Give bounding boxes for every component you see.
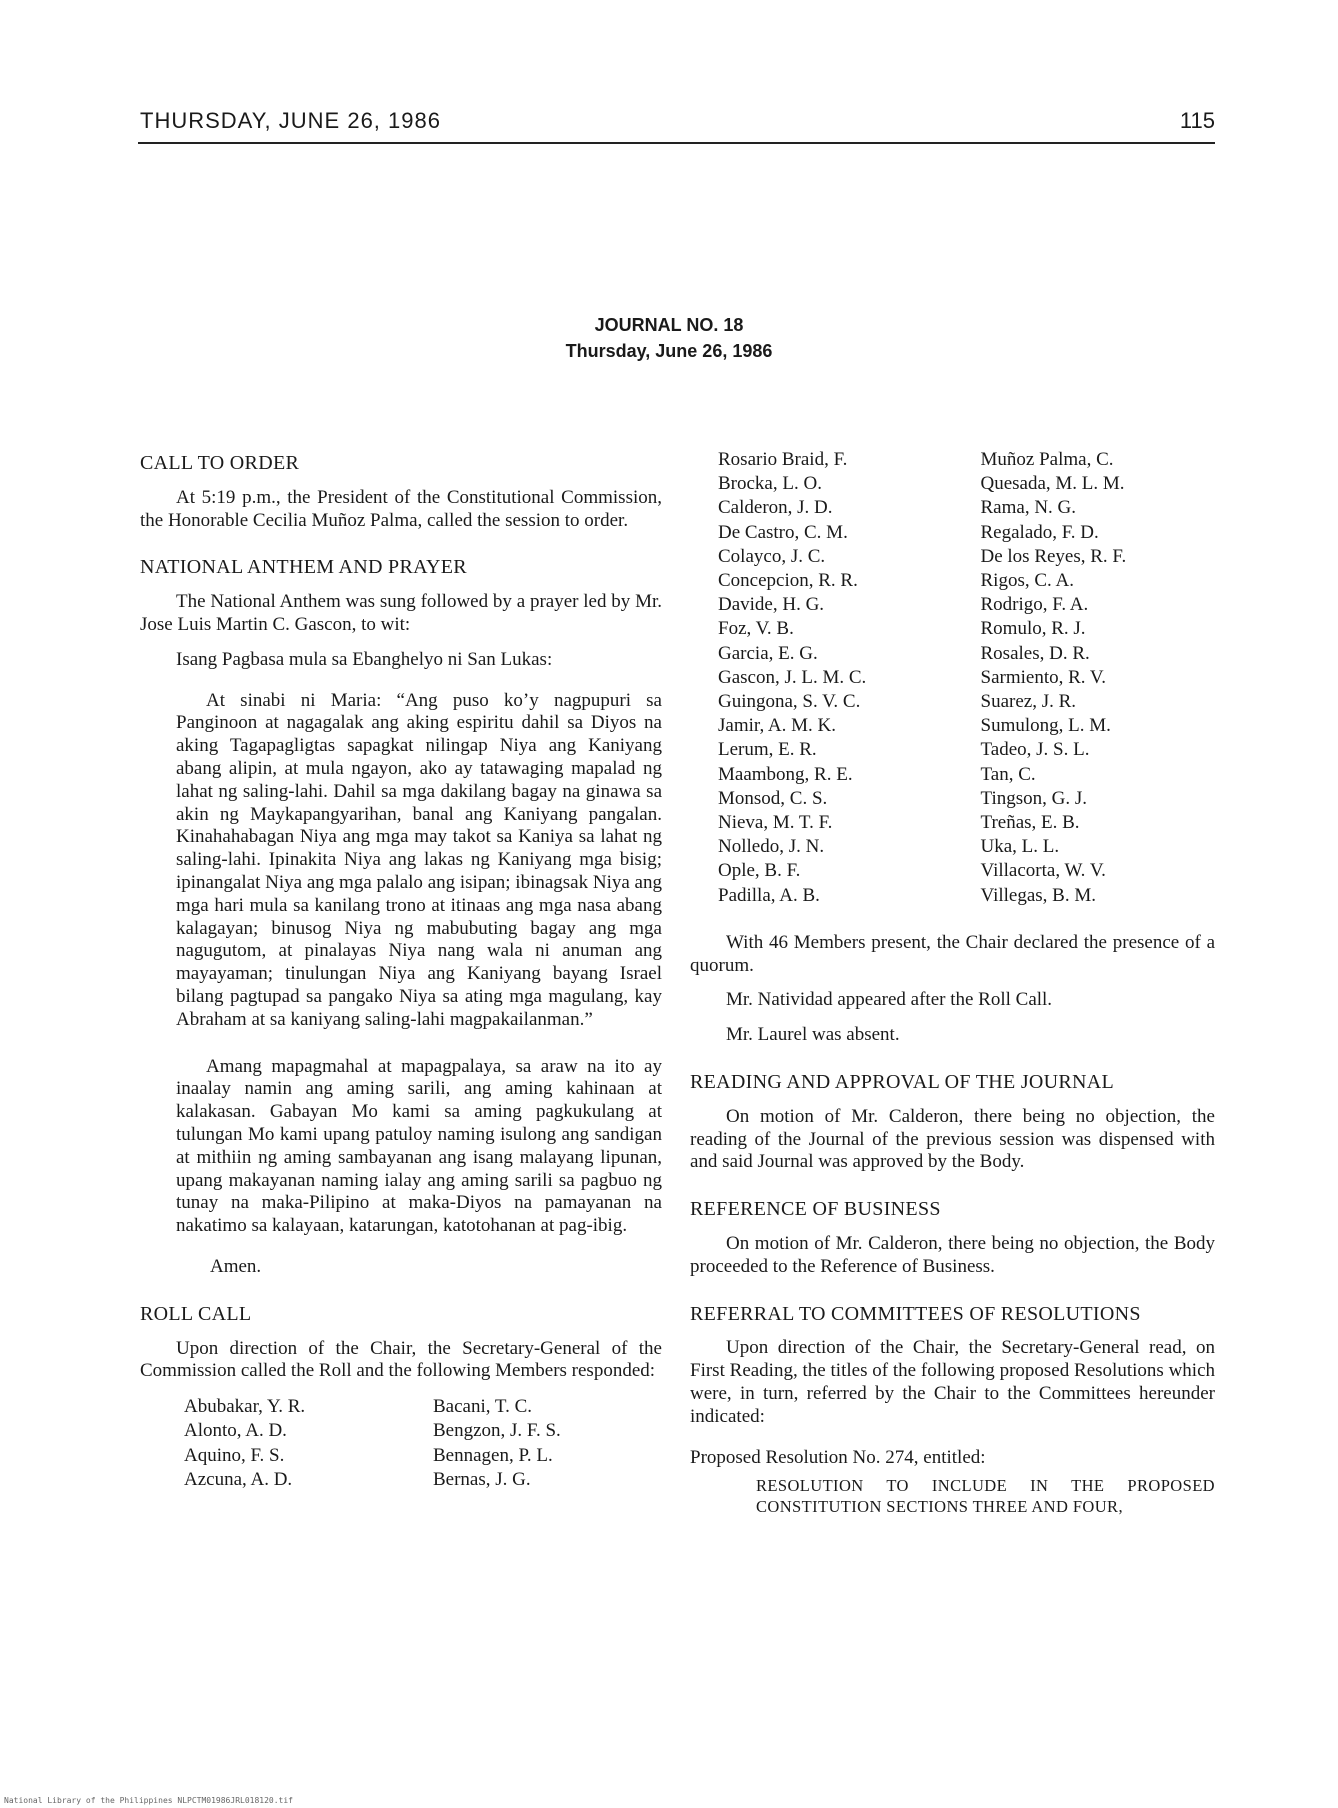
reading-journal-text: On motion of Mr. Calderon, there being no objection, the reading of the Journal of the previous session was dispensed with and said Journal was approved by the Body. [690, 1105, 1215, 1173]
member-name: Tadeo, J. S. L. [980, 739, 1090, 761]
member-name: Nolledo, J. N. [718, 836, 825, 858]
member-name: Villegas, B. M. [980, 884, 1096, 906]
member-name: Bennagen, P. L. [433, 1444, 553, 1466]
member-name: Bacani, T. C. [433, 1396, 533, 1418]
member-name: Lerum, E. R. [718, 739, 817, 761]
member-name: Rosario Braid, F. [718, 449, 848, 470]
member-name: Brocka, L. O. [718, 473, 822, 495]
member-name: De Castro, C. M. [718, 521, 848, 543]
laurel-text: Mr. Laurel was absent. [726, 1024, 900, 1046]
member-name: Rama, N. G. [980, 497, 1077, 519]
member-name: Guingona, S. V. C. [718, 691, 861, 713]
member-name: Suarez, J. R. [980, 691, 1077, 713]
member-name: Jamir, A. M. K. [718, 715, 836, 737]
member-name: Colayco, J. C. [718, 545, 826, 567]
roll-call-names-right [690, 448, 1215, 908]
source-footer: National Library of the Philippines NLPCTM01986JRL018120.tif [4, 1796, 293, 1805]
quorum-text: With 46 Members present, the Chair declared the presence of a quorum. [690, 931, 1215, 976]
natividad-text: Mr. Natividad appeared after the Roll Call. [726, 989, 1053, 1011]
member-name: Maambong, R. E. [718, 763, 853, 785]
member-name: Padilla, A. B. [718, 884, 820, 906]
member-name: Villacorta, W. V. [980, 860, 1106, 882]
member-name: Calderon, J. D. [718, 497, 833, 519]
running-head-date: THURSDAY, JUNE 26, 1986 [140, 108, 441, 133]
member-name: Treñas, E. B. [980, 812, 1080, 834]
journal-date: Thursday, June 26, 1986 [565, 341, 773, 361]
member-name: Davide, H. G. [718, 594, 825, 616]
member-name: Azcuna, A. D. [184, 1468, 293, 1490]
member-name: Nieva, M. T. F. [718, 812, 833, 834]
member-name: Ople, B. F. [718, 860, 801, 882]
resolution-title: RESOLUTION TO INCLUDE IN THE PROPOSED CONSTITUTION SECTIONS THREE AND FOUR, [756, 1476, 1215, 1517]
member-name: Foz, V. B. [718, 618, 794, 640]
member-name: Sarmiento, R. V. [980, 666, 1106, 688]
member-name: Romulo, R. J. [980, 618, 1086, 640]
referral-committees-text: Upon direction of the Chair, the Secretary-General read, on First Reading, the titles of the following proposed Resolutions which were, in turn, referred by the Chair to the Committees hereunder indicated: [690, 1337, 1215, 1427]
member-name: Sumulong, L. M. [980, 715, 1111, 737]
prayer-quote-petition: Amang mapagmahal at mapagpalaya, sa araw na ito ay inaalay namin ang aming sarili, ang aming kahinaan at kalakasan. Gabayan Mo kami sa aming pagkukulang at tulungan Mo kami upang patuloy naming isulong ang sandigan at mithiin ng aming sambayanan ang isang malayang lipunan, upang makayanan naming ialay ang aming sarili sa pagbuo ng tunay na maka-Pilipino at maka-Diyos na pamayanan na nakatimo sa kalayaan, katarungan, katotohanan at pag-ibig. [176, 1055, 662, 1237]
heading-referral-committees: REFERRAL TO COMMITTEES OF RESOLUTIONS [690, 1302, 1141, 1325]
member-name: Muñoz Palma, C. [980, 449, 1114, 470]
roll-call-text: Upon direction of the Chair, the Secretary-General of the Commission called the Roll and the following Members responded: [140, 1337, 662, 1382]
roll-call-names-left [140, 1395, 662, 1492]
heading-reading-journal: READING AND APPROVAL OF THE JOURNAL [690, 1071, 1115, 1094]
member-name: Alonto, A. D. [184, 1420, 287, 1442]
member-name: Tan, C. [980, 763, 1036, 785]
member-name: Regalado, F. D. [980, 521, 1099, 543]
resolution-label: Proposed Resolution No. 274, entitled: [690, 1446, 986, 1468]
header-rule [138, 142, 1215, 144]
member-name: Bernas, J. G. [433, 1468, 531, 1490]
member-name: Gascon, J. L. M. C. [718, 666, 867, 688]
page-number: 115 [1179, 108, 1215, 133]
member-name: Garcia, E. G. [718, 642, 818, 664]
member-name: Quesada, M. L. M. [980, 473, 1125, 495]
member-name: Concepcion, R. R. [718, 570, 858, 592]
prayer-amen: Amen. [210, 1255, 262, 1277]
heading-anthem-prayer: NATIONAL ANTHEM AND PRAYER [140, 556, 467, 579]
left-column [140, 452, 662, 1492]
anthem-text: The National Anthem was sung followed by a prayer led by Mr. Jose Luis Martin C. Gascon, to wit: [140, 591, 662, 635]
member-name: Abubakar, Y. R. [184, 1396, 306, 1418]
member-name: Uka, L. L. [980, 836, 1060, 858]
reference-business-text: On motion of Mr. Calderon, there being no objection, the Body proceeded to the Reference of Business. [690, 1233, 1215, 1277]
prayer-quote-magnificat: At sinabi ni Maria: “Ang puso ko’y nagpupuri sa Panginoon at nagagalak ang aking espiritu dahil sa Diyos na aking Tagapagligtas sapagkat nilingap Niya ang Kaniyang abang alipin, at mula ngayon, ako ay tatawaging mapalad ng lahat ng saling-lahi. Dahil sa mga dakilang bagay na ginawa sa akin ng Maykapangyarihan, banal ang Kaniyang pangalan. Kinahahabagan Niya ang mga may takot sa Kaniya sa lahat ng saling-lahi. Ipinakita Niya ang lakas ng Kaniyang mga bisig; ipinangalat Niya ang mga palalo ang isipan; ibinagsak Niya ang mga hari mula sa kanilang trono at itinaas ang mga nasa abang kalagayan; binusog Niya ng mabubuting bagay ang mga nagugutom, at pinalayas Niya nang wala ni anuman ang mayayaman; tinulungan Niya ang Kaniyang bayang Israel bilang pagtupad sa pangako Niya sa ating mga magulang, kay Abraham at sa kaniyang saling-lahi magpakailanman.” [176, 689, 662, 1030]
right-column [690, 449, 1215, 1517]
heading-reference-business: REFERENCE OF BUSINESS [690, 1198, 941, 1221]
member-name: Tingson, G. J. [980, 787, 1087, 809]
heading-call-to-order: CALL TO ORDER [140, 452, 300, 474]
call-to-order-text: At 5:19 p.m., the President of the Constitutional Commission, the Honorable Cecilia Muñoz Palma, called the session to order. [140, 486, 662, 531]
member-name: Monsod, C. S. [718, 787, 828, 809]
member-name: Rodrigo, F. A. [980, 594, 1089, 616]
member-name: Rosales, D. R. [980, 642, 1090, 664]
prayer-intro: Isang Pagbasa mula sa Ebanghelyo ni San Lukas: [176, 648, 553, 670]
member-name: Rigos, C. A. [980, 570, 1074, 592]
journal-title: JOURNAL NO. 18 [594, 315, 744, 335]
member-name: De los Reyes, R. F. [980, 545, 1127, 567]
member-name: Bengzon, J. F. S. [433, 1420, 561, 1442]
member-name: Aquino, F. S. [184, 1444, 285, 1466]
heading-roll-call: ROLL CALL [140, 1302, 252, 1325]
